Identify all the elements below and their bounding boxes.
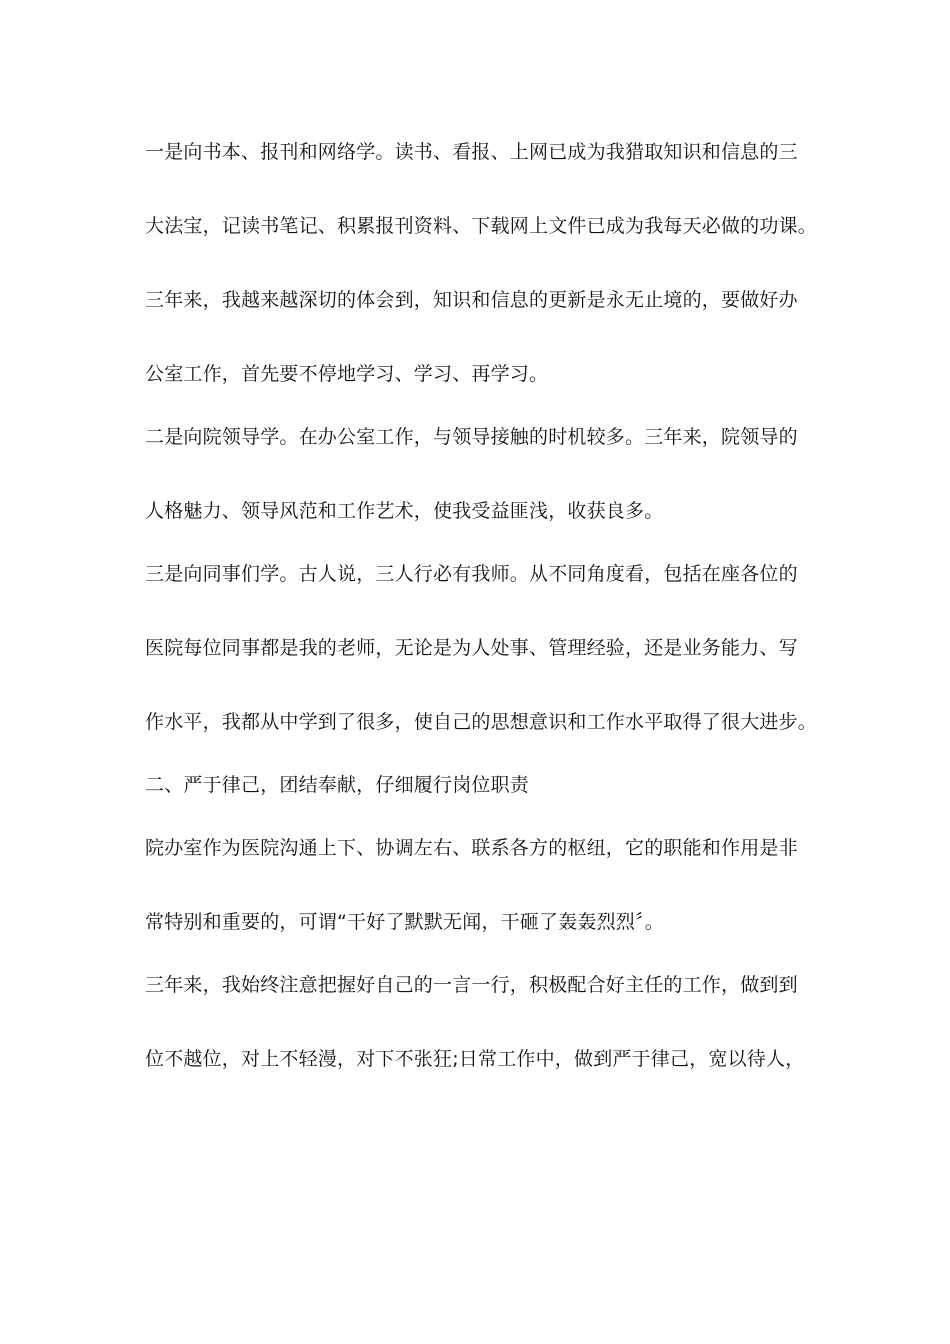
paragraph-line: 常特别和重要的，可谓“干好了默默无闻，干砸了轰轰烈烈〞。: [145, 911, 664, 933]
section-heading: 二、严于律己，团结奉献，仔细履行岗位职责: [145, 774, 530, 796]
paragraph-line: 院办室作为医院沟通上下、协调左右、联系各方的枢纽，它的职能和作用是非: [145, 837, 798, 859]
paragraph-line: 作水平，我都从中学到了很多，使自己的思想意识和工作水平取得了很大进步。: [145, 711, 818, 733]
paragraph-line: 公室工作，首先要不停地学习、学习、再学习。: [145, 363, 549, 385]
paragraph-line: 二是向院领导学。在办公室工作，与领导接触的时机较多。三年来，院领导的: [145, 426, 798, 448]
paragraph-line: 人格魅力、领导风范和工作艺术，使我受益匪浅，收获良多。: [145, 500, 664, 522]
paragraph-line: 大法宝，记读书笔记、积累报刊资料、下载网上文件已成为我每天必做的功课。: [145, 215, 818, 237]
paragraph-line: 位不越位，对上不轻漫，对下不张狂;日常工作中，做到严于律己，宽以待人，: [145, 1048, 805, 1070]
paragraph-line: 三是向同事们学。古人说，三人行必有我师。从不同角度看，包括在座各位的: [145, 563, 798, 585]
paragraph-line: 三年来，我越来越深切的体会到，知识和信息的更新是永无止境的，要做好办: [145, 289, 798, 311]
paragraph-line: 三年来，我始终注意把握好自己的一言一行，积极配合好主任的工作，做到到: [145, 974, 798, 996]
paragraph-line: 一是向书本、报刊和网络学。读书、看报、上网已成为我猎取知识和信息的三: [145, 141, 798, 163]
paragraph-line: 医院每位同事都是我的老师，无论是为人处事、管理经验，还是业务能力、写: [145, 637, 798, 659]
